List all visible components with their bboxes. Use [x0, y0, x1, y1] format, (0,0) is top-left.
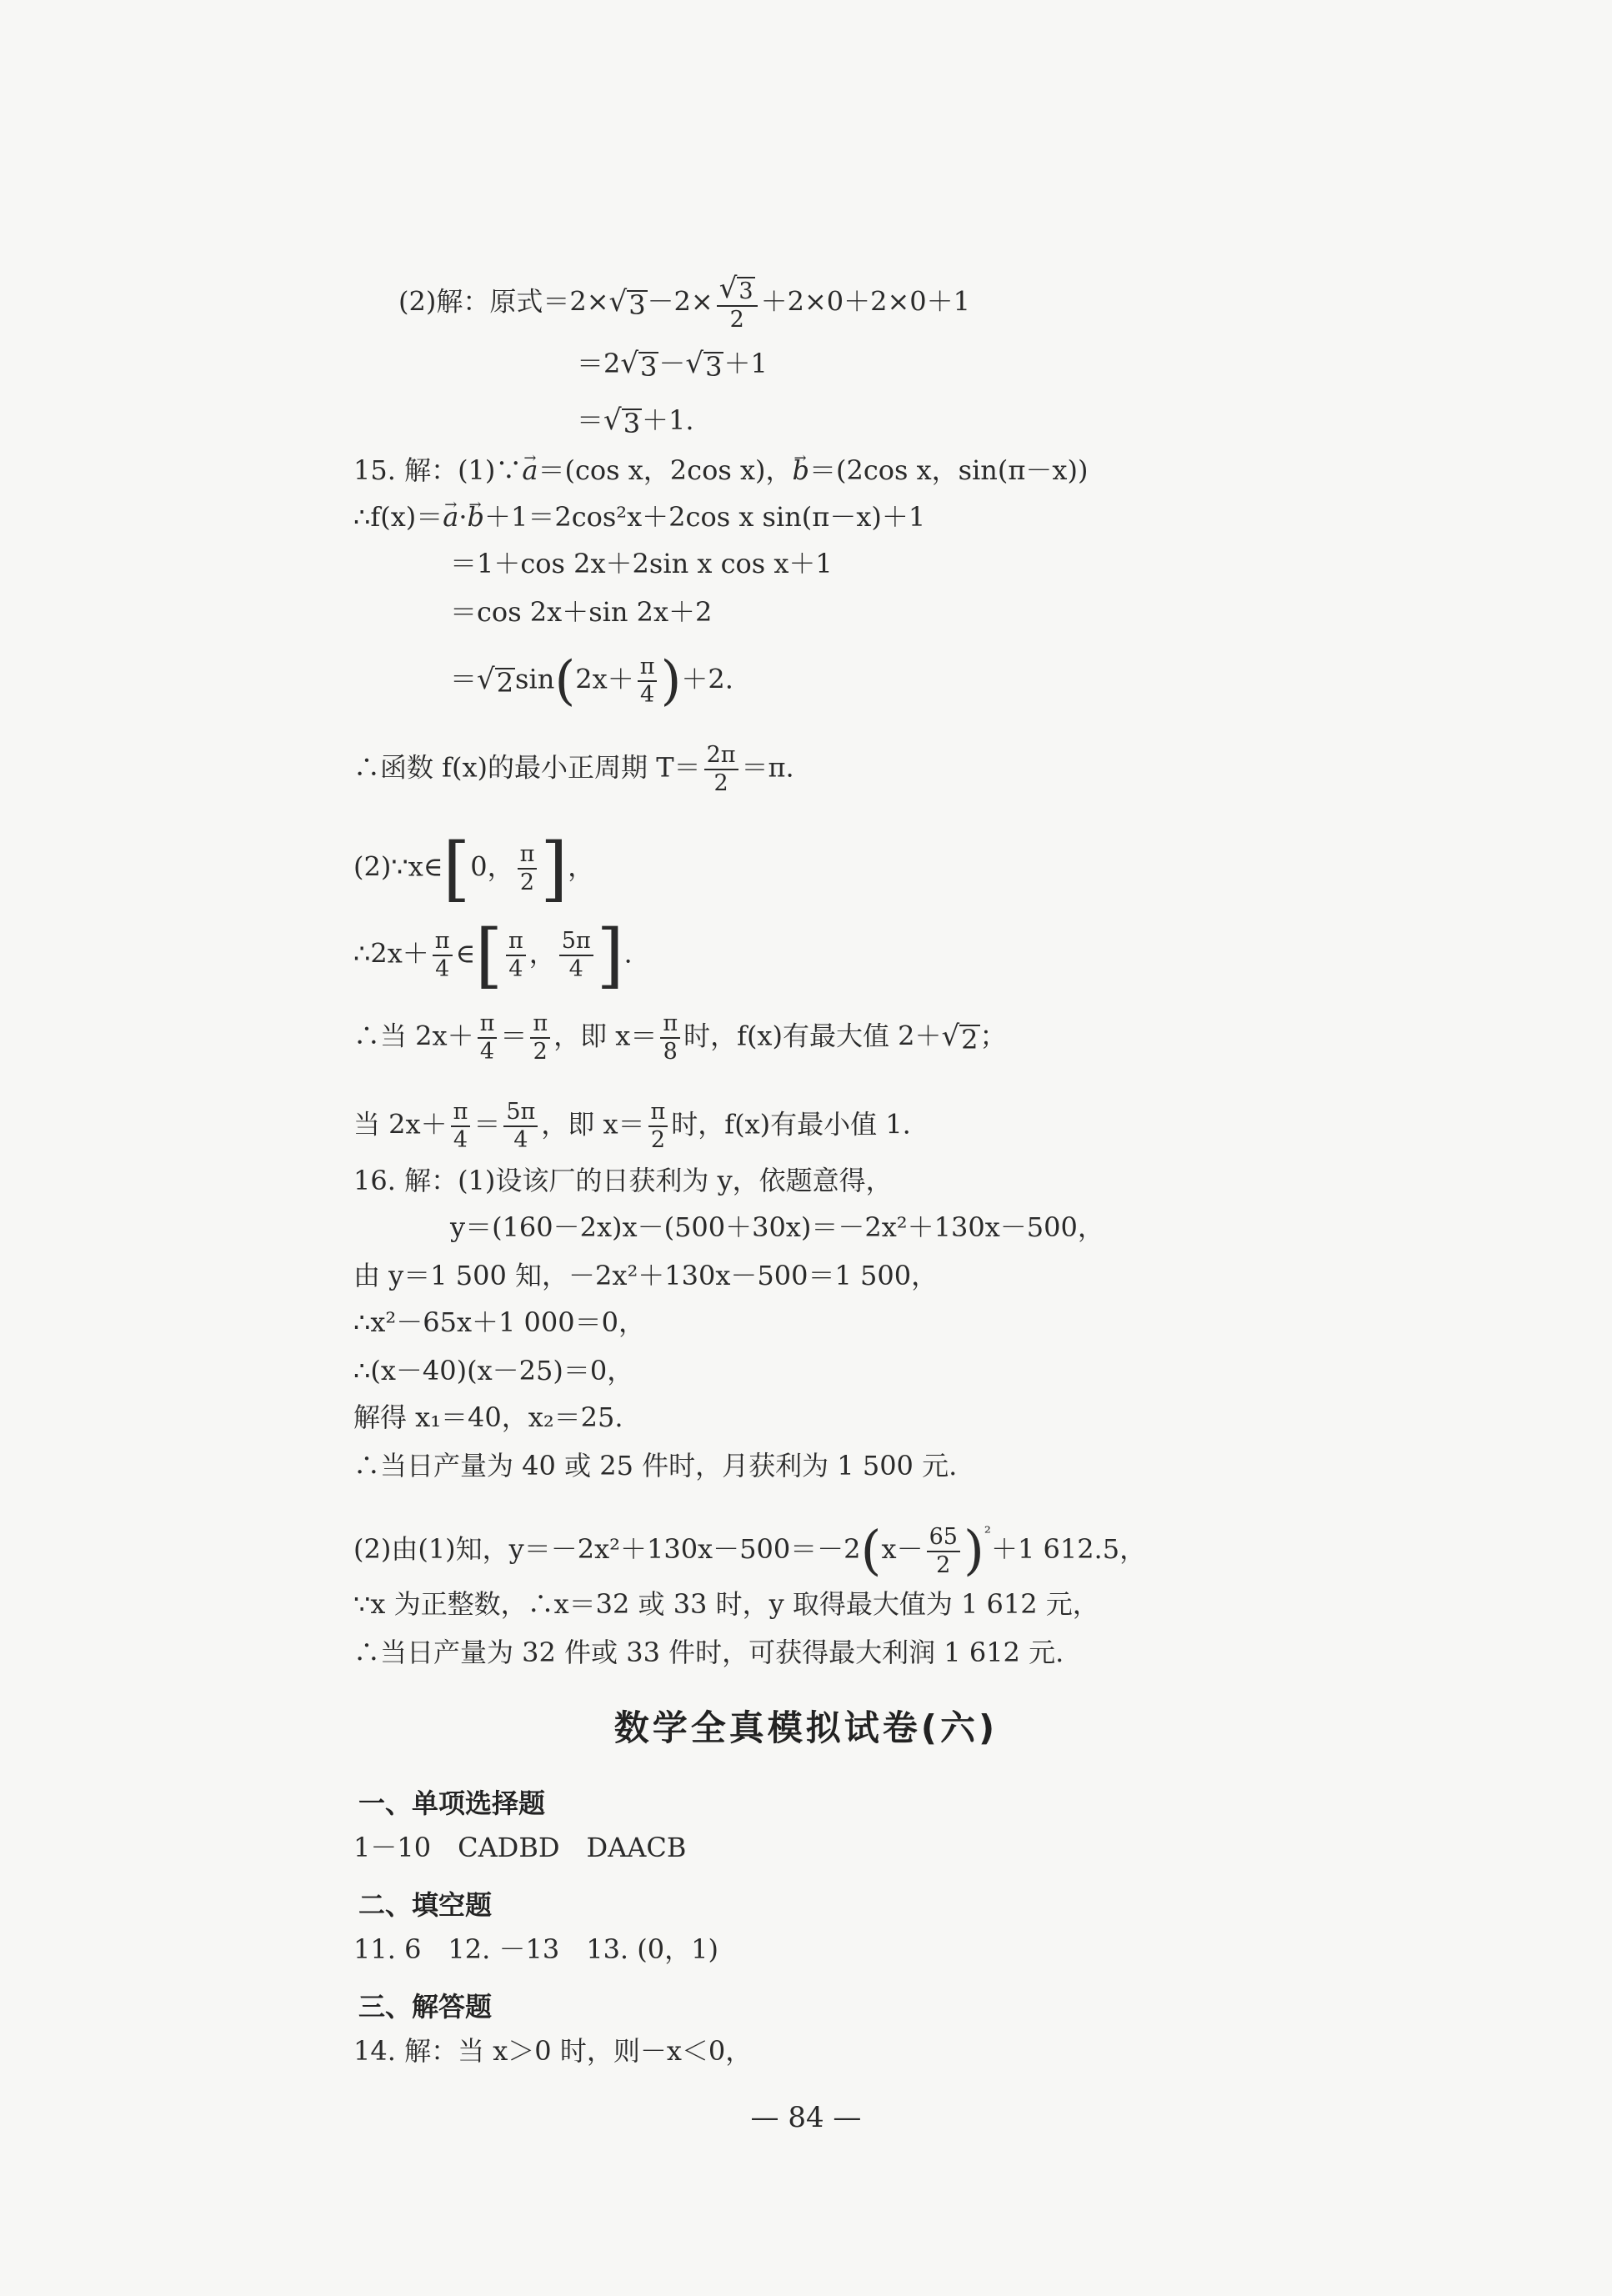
p16-line7: ∴当日产量为 40 或 25 件时，月获利为 1 500 元.	[353, 1450, 958, 1481]
p16-line5: ∴(x－40)(x－25)＝0，	[353, 1355, 634, 1386]
section-heading-single-choice: 一、单项选择题	[358, 1787, 546, 1819]
p16-line8: (2)由(1)知，y＝－2x²＋130x－500＝－2(x－ $\frac{65}{2}$ )$^{^2}$＋1 612.5，	[353, 1520, 1147, 1582]
p14-2-line3: ＝ √ 3 ＋1.	[577, 404, 694, 439]
section-heading-fill-blank: 二、填空题	[358, 1889, 493, 1921]
p15-line8: ∴2x＋ $\frac{\pi}{4}$ ∈[ $\frac{\pi}{4}$ ， $\frac{5\pi}{4}$ ].	[353, 915, 633, 996]
p16-line1: 16. 解：(1)设该厂的日获利为 y，依题意得，	[353, 1165, 893, 1196]
p15-line4: ＝cos 2x＋sin 2x＋2	[450, 596, 713, 628]
p15-line1: 15. 解：(1)∵→ a＝(cos x，2cos x)，→ b＝(2cos x，sin(π－x))	[353, 454, 1088, 487]
p15-line10: 当 2x＋ $\frac{\pi}{4}$ ＝ $\frac{5\pi}{4}$ ，即 x＝ $\frac{\pi}{2}$ 时，f(x)有最小值 1.	[353, 1099, 911, 1153]
answers-single-choice: 1－10 CADBD DAACB	[353, 1832, 687, 1863]
p16-line4: ∴x²－65x＋1 000＝0，	[353, 1306, 645, 1338]
p14-2-line1: (2)解：原式＝2× √ 3 －2× √ 3 2 ＋2×0＋2×0＋1	[398, 272, 971, 333]
p16-line9: ∵x 为正整数，∴x＝32 或 33 时，y 取得最大值为 1 612 元，	[353, 1588, 1099, 1620]
p15-line9: ∴当 2x＋ $\frac{\pi}{4}$ ＝ $\frac{\pi}{2}$ ，即 x＝ $\frac{\pi}{8}$ 时，f(x)有最大值 2＋ √ 2 ；	[353, 1010, 1007, 1065]
p16-line10: ∴当日产量为 32 件或 33 件时，可获得最大利润 1 612 元.	[353, 1637, 1064, 1668]
p16-line3: 由 y＝1 500 知，－2x²＋130x－500＝1 500，	[353, 1260, 939, 1291]
answers-fill-blank: 11. 6 12. －13 13. (0，1)	[353, 1933, 718, 1965]
p15-line7: (2)∵x∈[0， $\frac{\pi}{2}$ ]，	[353, 828, 595, 910]
p15-line6: ∴函数 f(x)的最小正周期 T＝ $\frac{2\pi}{2}$ ＝π.	[353, 742, 794, 796]
p16-line6: 解得 x₁＝40，x₂＝25.	[353, 1401, 623, 1433]
p15-line3: ＝1＋cos 2x＋2sin x cos x＋1	[450, 548, 833, 579]
exam-title: 数学全真模拟试卷(六)	[613, 1707, 999, 1748]
p14-intro: 14. 解：当 x＞0 时，则－x＜0，	[353, 2035, 753, 2067]
section-heading-solutions: 三、解答题	[358, 1991, 493, 2023]
p15-line2: ∴f(x)＝→ a·→ b＋1＝2cos²x＋2cos x sin(π－x)＋1	[353, 500, 925, 534]
p14-2-line2: ＝2 √ 3 － √ 3 ＋1	[577, 347, 768, 383]
p16-line2: y＝(160－2x)x－(500＋30x)＝－2x²＋130x－500，	[450, 1211, 1104, 1243]
p15-line5: ＝ √ 2 sin(2x＋ $\frac{\pi}{4}$ )＋2.	[450, 650, 733, 712]
page-number: — 84 —	[750, 2101, 862, 2134]
